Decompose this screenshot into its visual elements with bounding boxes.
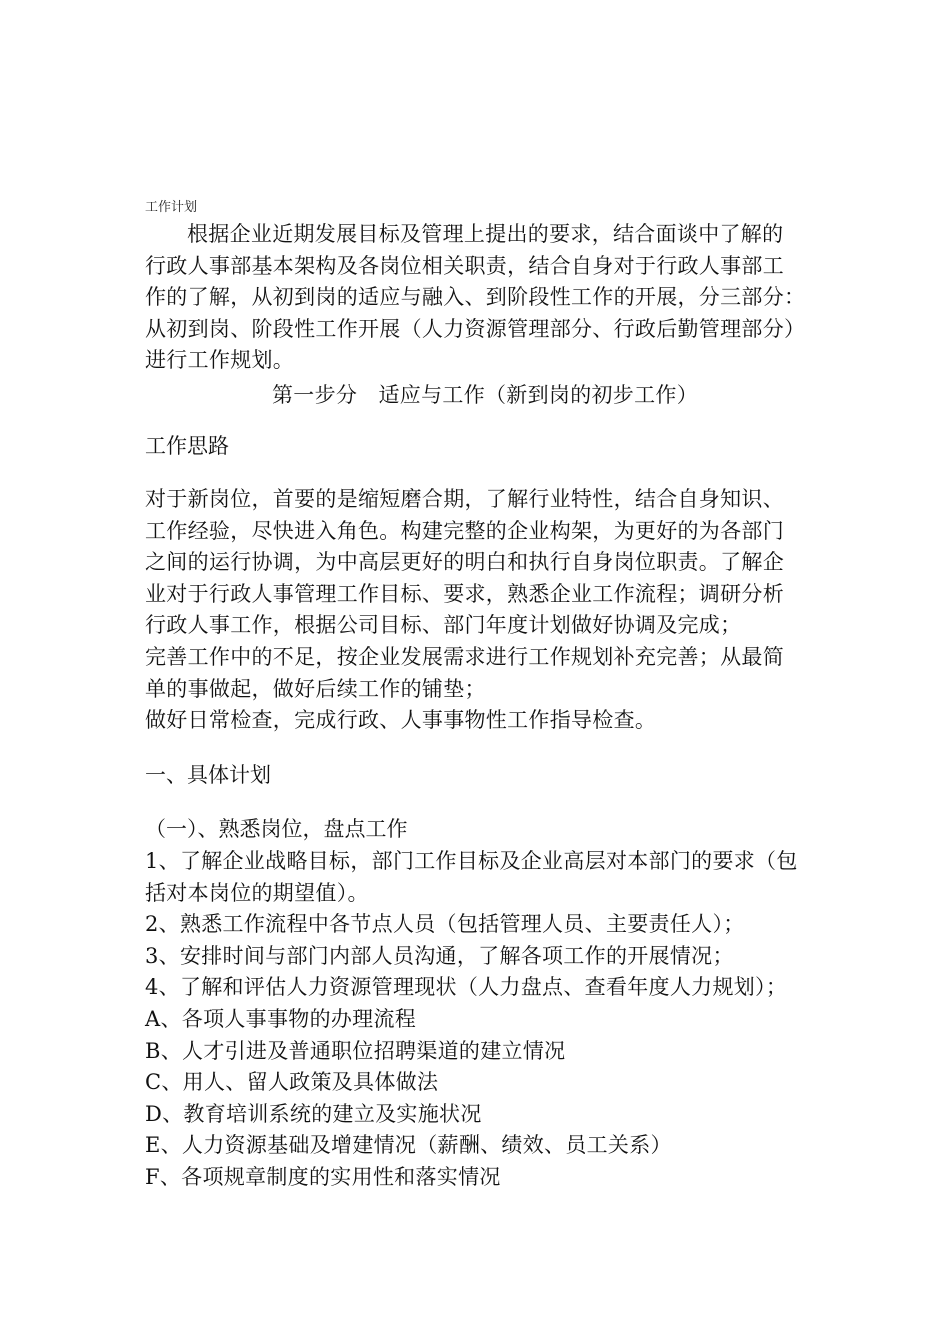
plan-list-item: 4、了解和评估人力资源管理现状（人力盘点、查看年度人力规划）； [145, 975, 788, 1000]
approach-line: 业对于行政人事管理工作目标、要求，熟悉企业工作流程；调研分析 [145, 581, 784, 606]
approach-paragraph [145, 484, 825, 737]
plan-heading: 一、具体计划 [145, 763, 271, 787]
approach-line: 行政人事工作，根据公司目标、部门年度计划做好协调及完成； [145, 613, 742, 638]
approach-line: 完善工作中的不足，按企业发展需求进行工作规划补充完善；从最简 [145, 644, 784, 669]
intro-line: 作的了解，从初到岗的适应与融入、到阶段性工作的开展，分三部分： [145, 285, 806, 310]
subsection-heading: （一）、熟悉岗位，盘点工作 [145, 817, 408, 841]
intro-paragraph [145, 219, 825, 377]
plan-list-item: F、各项规章制度的实用性和落实情况 [145, 1164, 501, 1189]
plan-list-item: 括对本岗位的期望值）。 [145, 880, 369, 905]
plan-list-item: A、各项人事事物的办理流程 [145, 1006, 417, 1031]
plan-list-item: B、人才引进及普通职位招聘渠道的建立情况 [145, 1038, 566, 1063]
approach-line: 对于新岗位，首要的是缩短磨合期，了解行业特性，结合自身知识、 [145, 487, 784, 511]
plan-list-item: 1、了解企业战略目标，部门工作目标及企业高层对本部门的要求（包 [145, 849, 798, 873]
approach-heading: 工作思路 [145, 434, 229, 458]
intro-line: 从初到岗、阶段性工作开展（人力资源管理部分、行政后勤管理部分） [145, 316, 806, 341]
section-title: 第一步分 适应与工作（新到岗的初步工作） [272, 383, 698, 407]
plan-list-item: E、人力资源基础及增建情况（薪酬、绩效、员工关系） [145, 1133, 672, 1158]
approach-line: 做好日常检查，完成行政、人事事物性工作指导检查。 [145, 708, 657, 733]
plan-list-item: 3、安排时间与部门内部人员沟通，了解各项工作的开展情况； [145, 943, 734, 968]
document-label: 工作计划 [145, 200, 198, 215]
plan-list [145, 846, 798, 1194]
intro-line: 行政人事部基本架构及各岗位相关职责，结合自身对于行政人事部工 [145, 253, 784, 278]
approach-line: 单的事做起，做好后续工作的铺垫； [145, 676, 486, 701]
approach-line: 之间的运行协调，为中高层更好的明白和执行自身岗位职责。了解企 [145, 550, 784, 575]
intro-line: 进行工作规划。 [145, 348, 295, 373]
plan-list-item: D、教育培训系统的建立及实施状况 [145, 1101, 482, 1126]
plan-list-item: C、用人、留人政策及具体做法 [145, 1070, 439, 1095]
plan-list-item: 2、熟悉工作流程中各节点人员（包括管理人员、主要责任人）； [145, 912, 745, 937]
approach-line: 工作经验，尽快进入角色。构建完整的企业构架，为更好的为各部门 [145, 518, 784, 543]
intro-line: 根据企业近期发展目标及管理上提出的要求，结合面谈中了解的 [187, 222, 784, 246]
